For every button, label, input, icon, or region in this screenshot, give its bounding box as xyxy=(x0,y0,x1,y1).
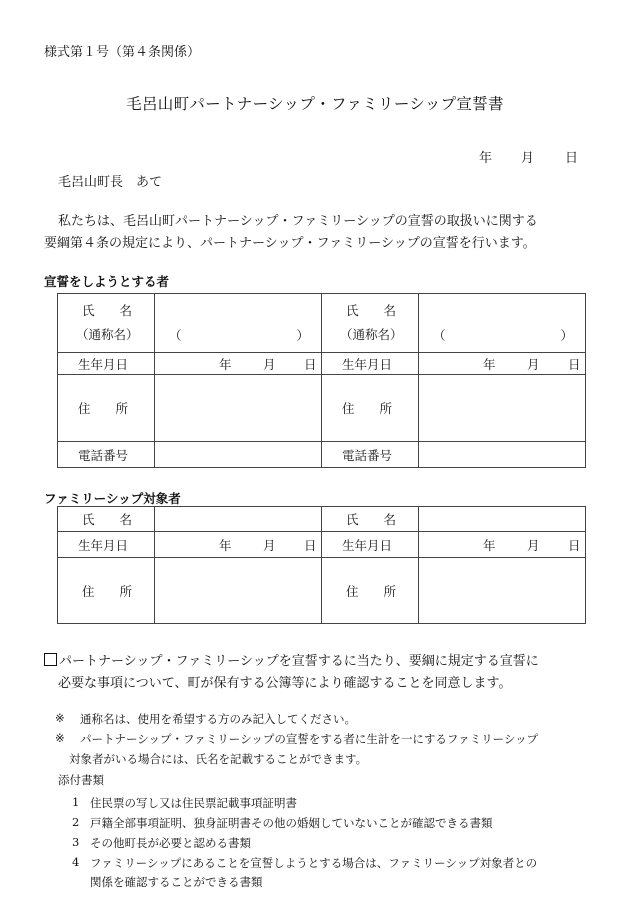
declarant1-address-label: 住 所 xyxy=(58,375,155,442)
addressee: 毛呂山町長 あて xyxy=(58,175,163,190)
declarant2-phone-label: 電話番号 xyxy=(322,442,419,468)
family-table xyxy=(57,506,586,624)
attachment-1-text: 住民票の写し又は住民票記載事項証明書 xyxy=(90,796,297,810)
attachment-4-text: ファミリーシップにあることを宣誓しようとする場合は、ファミリーシップ対象者との xyxy=(90,856,538,870)
declarant2-birth-field[interactable] xyxy=(419,353,586,375)
declarant1-birth-year: 年 xyxy=(219,356,232,372)
note-2-line-1: パートナーシップ・ファミリーシップの宣誓をする者に生計を一にするファミリーシップ xyxy=(80,732,539,746)
family1-name-field[interactable] xyxy=(155,507,322,532)
family2-birth-year: 年 xyxy=(483,537,496,553)
note-1-mark: ※ xyxy=(55,711,65,725)
declarant2-address-label: 住 所 xyxy=(322,375,419,442)
note-2-line-2: 対象者がいる場合には、氏名を記載することができます。 xyxy=(69,752,368,766)
note-2-mark: ※ xyxy=(55,731,65,745)
intro-line-2: 要綱第４条の規定により、パートナーシップ・ファミリーシップの宣誓を行います。 xyxy=(44,236,536,251)
family2-birth-label: 生年月日 xyxy=(322,532,419,558)
consent-checkbox[interactable] xyxy=(44,653,57,666)
declarant2-birth-label: 生年月日 xyxy=(322,353,419,375)
declarant1-name-label-cell xyxy=(58,294,155,353)
declarant1-name-label: 氏 名 xyxy=(82,303,133,318)
declarant1-birth-day: 日 xyxy=(304,356,317,372)
declarant2-name-field[interactable] xyxy=(419,294,586,353)
family1-birth-year: 年 xyxy=(219,537,232,553)
declarants-table xyxy=(57,293,586,468)
consent-line-2: 必要な事項について、町が保有する公簿等により確認することを同意します。 xyxy=(58,676,512,691)
declarant1-alias-paren-close: ） xyxy=(296,328,309,343)
date-year-label: 年 xyxy=(479,151,493,166)
declarant2-phone-field[interactable] xyxy=(419,442,586,468)
declarant2-alias-label: （通称名） xyxy=(340,327,403,342)
family2-birth-day: 日 xyxy=(568,537,581,553)
date-month-label: 月 xyxy=(521,151,535,166)
consent-text-1: パートナーシップ・ファミリーシップを宣誓するに当たり、要綱に規定する宣誓に xyxy=(59,654,539,669)
family2-address-field[interactable] xyxy=(419,558,586,624)
attachment-3-number: 3 xyxy=(72,835,80,849)
declarant1-birth-label: 生年月日 xyxy=(58,353,155,375)
family1-address-field[interactable] xyxy=(155,558,322,624)
family2-name-label: 氏 名 xyxy=(322,507,419,532)
family2-birth-month: 月 xyxy=(527,537,540,553)
family2-name-field[interactable] xyxy=(419,507,586,532)
attachment-1-number: 1 xyxy=(72,795,80,809)
declarant2-birth-day: 日 xyxy=(568,356,581,372)
consent-line-1 xyxy=(44,650,539,669)
family1-birth-day: 日 xyxy=(304,537,317,553)
declarant2-address-field[interactable] xyxy=(419,375,586,442)
declarant1-birth-month: 月 xyxy=(263,356,276,372)
family-heading: ファミリーシップ対象者 xyxy=(44,491,181,506)
declarants-heading: 宣誓をしようとする者 xyxy=(44,274,170,289)
declarant2-name-label-cell xyxy=(322,294,419,353)
attachment-4-number: 4 xyxy=(72,855,80,869)
attachment-2-number: 2 xyxy=(72,815,80,829)
declarant1-birth-field[interactable] xyxy=(155,353,322,375)
family1-name-label: 氏 名 xyxy=(58,507,155,532)
attachments-heading: 添付書類 xyxy=(58,773,104,787)
attachment-4-text-cont: 関係を確認することができる書類 xyxy=(90,875,263,889)
declarant1-phone-field[interactable] xyxy=(155,442,322,468)
family1-address-label: 住 所 xyxy=(58,558,155,624)
declarant2-name-label: 氏 名 xyxy=(346,303,397,318)
declarant2-birth-year: 年 xyxy=(483,356,496,372)
family2-birth-field[interactable] xyxy=(419,532,586,558)
declarant2-alias-paren-close: ） xyxy=(560,328,573,343)
date-day-label: 日 xyxy=(565,151,579,166)
family1-birth-month: 月 xyxy=(263,537,276,553)
declarant1-alias-paren-open: （ xyxy=(169,328,182,343)
form-number: 様式第１号（第４条関係） xyxy=(44,45,201,60)
declarant1-address-field[interactable] xyxy=(155,375,322,442)
declarant1-phone-label: 電話番号 xyxy=(58,442,155,468)
family1-birth-label: 生年月日 xyxy=(58,532,155,558)
declarant2-birth-month: 月 xyxy=(527,356,540,372)
page-title: 毛呂山町パートナーシップ・ファミリーシップ宣誓書 xyxy=(126,95,504,113)
attachment-2-text: 戸籍全部事項証明、独身証明書その他の婚姻していないことが確認できる書類 xyxy=(90,816,493,830)
attachment-3-text: その他町長が必要と認める書類 xyxy=(90,836,251,850)
family1-birth-field[interactable] xyxy=(155,532,322,558)
declarant1-name-field[interactable] xyxy=(155,294,322,353)
declarant1-alias-label: （通称名） xyxy=(76,327,139,342)
declarant2-alias-paren-open: （ xyxy=(433,328,446,343)
family2-address-label: 住 所 xyxy=(322,558,419,624)
intro-line-1: 私たちは、毛呂山町パートナーシップ・ファミリーシップの宣誓の取扱いに関する xyxy=(58,214,538,229)
note-1-text: 通称名は、使用を希望する方のみ記入してください。 xyxy=(80,712,356,726)
